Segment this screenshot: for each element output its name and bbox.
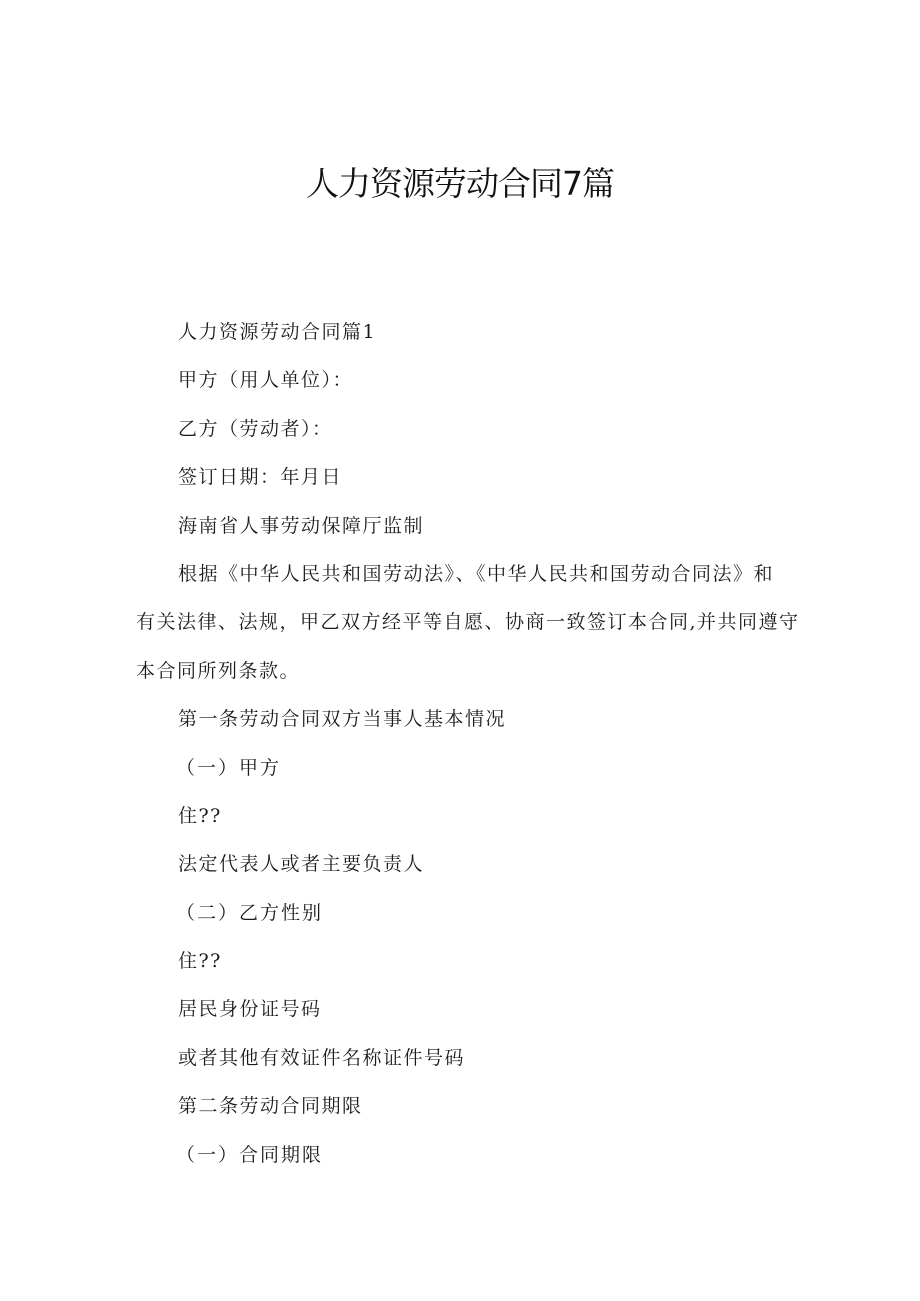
document-body	[136, 308, 800, 1179]
paragraph-supervisor: 海南省人事劳动保障厅监制	[178, 514, 425, 537]
paragraph-sign-date: 签订日期：年月日	[178, 466, 343, 489]
article-1-heading: 第一条劳动合同双方当事人基本情况	[178, 708, 507, 731]
field-address-b: 住??	[178, 950, 222, 973]
field-legal-representative: 法定代表人或者主要负责人	[178, 853, 425, 876]
article-2-heading: 第二条劳动合同期限	[178, 1095, 363, 1118]
article-1-item-party-b: （二）乙方性别	[176, 901, 324, 924]
paragraph-preamble-line-2: 有关法律、法规，甲乙双方经平等自愿、协商一致签订本合同,并共同遵守	[136, 611, 800, 634]
article-1-item-party-a: （一）甲方	[176, 756, 282, 779]
field-address-a: 住??	[178, 804, 222, 827]
field-id-number: 居民身份证号码	[178, 998, 322, 1021]
paragraph-preamble-line-1: 根据《中华人民共和国劳动法》、《中华人民共和国劳动合同法》和	[178, 562, 775, 585]
article-2-item-term: （一）合同期限	[176, 1143, 324, 1166]
field-other-id: 或者其他有效证件名称证件号码	[178, 1046, 466, 1069]
paragraph-party-b: 乙方（劳动者）：	[178, 417, 333, 440]
document-title: 人力资源劳动合同7篇	[306, 164, 614, 203]
paragraph-preamble-line-3: 本合同所列条款。	[136, 659, 301, 682]
paragraph-section-heading: 人力资源劳动合同篇1	[178, 321, 377, 343]
paragraph-party-a: 甲方（用人单位）：	[178, 369, 354, 392]
